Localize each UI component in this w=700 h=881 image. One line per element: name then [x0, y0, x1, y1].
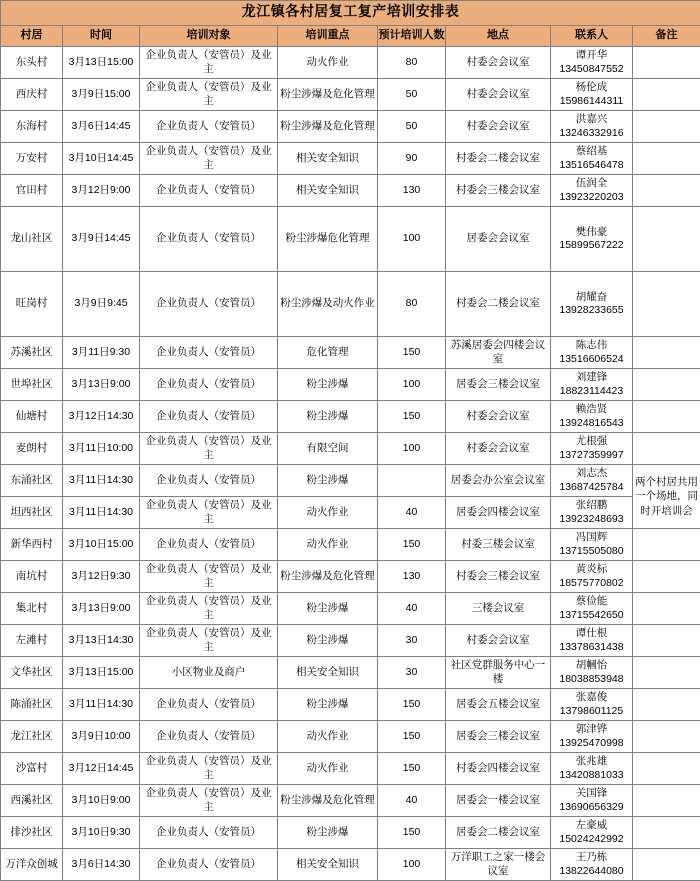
cell-time: 3月13日9:00 — [63, 369, 140, 401]
column-header-audience: 培训对象 — [140, 26, 278, 47]
cell-audience: 企业负责人（安管员） — [140, 849, 278, 881]
cell-time: 3月11日14:30 — [63, 497, 140, 529]
table-row — [1, 207, 700, 272]
cell-time: 3月11日14:30 — [63, 465, 140, 497]
cell-place: 居委会五楼会议室 — [446, 689, 551, 721]
contact-phone: 13246332916 — [553, 127, 630, 140]
cell-village: 集北村 — [1, 593, 63, 625]
cell-note — [633, 79, 700, 111]
cell-place: 村委会会议室 — [446, 79, 551, 111]
contact-phone: 13715505080 — [553, 545, 630, 558]
cell-count: 30 — [378, 657, 446, 689]
cell-place: 村委会会议室 — [446, 401, 551, 433]
cell-contact — [551, 272, 633, 337]
cell-place: 居委会一楼会议室 — [446, 785, 551, 817]
contact-name: 张绍鹏 — [553, 499, 630, 512]
cell-time: 3月13日15:00 — [63, 657, 140, 689]
cell-contact — [551, 721, 633, 753]
contact-name: 洪嘉兴 — [553, 113, 630, 126]
table-row — [1, 337, 700, 369]
table-row — [1, 433, 700, 465]
cell-place: 村委会会议室 — [446, 111, 551, 143]
cell-audience: 企业负责人（安管员）及业主 — [140, 625, 278, 657]
contact-name: 刘志杰 — [553, 467, 630, 480]
cell-place: 居委会二楼会议室 — [446, 817, 551, 849]
cell-note — [633, 625, 700, 657]
contact-phone: 13516546478 — [553, 159, 630, 172]
cell-focus: 相关安全知识 — [278, 849, 378, 881]
cell-village: 旺岗村 — [1, 272, 63, 337]
cell-village: 南坑村 — [1, 561, 63, 593]
cell-count: 100 — [378, 849, 446, 881]
column-header-focus: 培训重点 — [278, 26, 378, 47]
cell-time: 3月9日14:45 — [63, 207, 140, 272]
cell-place: 三楼会议室 — [446, 593, 551, 625]
table-row — [1, 817, 700, 849]
contact-name: 伍润全 — [553, 177, 630, 190]
cell-village: 万洋众创城 — [1, 849, 63, 881]
contact-phone: 13450847552 — [553, 63, 630, 76]
cell-focus: 粉尘涉爆及危化管理 — [278, 561, 378, 593]
cell-audience: 企业负责人（安管员）及业主 — [140, 433, 278, 465]
contact-phone: 13687425784 — [553, 481, 630, 494]
contact-phone: 13798601125 — [553, 705, 630, 718]
cell-contact — [551, 143, 633, 175]
table-row — [1, 657, 700, 689]
cell-village: 新华西村 — [1, 529, 63, 561]
cell-audience: 企业负责人（安管员）及业主 — [140, 785, 278, 817]
cell-note — [633, 849, 700, 881]
cell-place: 居委会三楼会议室 — [446, 369, 551, 401]
cell-audience: 企业负责人（安管员）及业主 — [140, 47, 278, 79]
cell-place: 村委会四楼会议室 — [446, 753, 551, 785]
contact-name: 蔡绍基 — [553, 145, 630, 158]
cell-time: 3月11日10:00 — [63, 433, 140, 465]
cell-audience: 企业负责人（安管员） — [140, 175, 278, 207]
column-header-time: 时间 — [63, 26, 140, 47]
cell-count — [378, 465, 446, 497]
cell-village: 左滩村 — [1, 625, 63, 657]
cell-note — [633, 817, 700, 849]
cell-village: 万安村 — [1, 143, 63, 175]
cell-audience: 企业负责人（安管员）及业主 — [140, 561, 278, 593]
cell-count: 150 — [378, 337, 446, 369]
cell-village: 陈涌社区 — [1, 689, 63, 721]
cell-contact — [551, 817, 633, 849]
cell-place: 村委会会议室 — [446, 433, 551, 465]
cell-contact — [551, 337, 633, 369]
table-row — [1, 593, 700, 625]
cell-audience: 企业负责人（安管员）及业主 — [140, 497, 278, 529]
table-row — [1, 753, 700, 785]
cell-time: 3月9日10:00 — [63, 721, 140, 753]
contact-name: 胡耀奋 — [553, 291, 630, 304]
cell-contact — [551, 401, 633, 433]
cell-village: 文华社区 — [1, 657, 63, 689]
cell-count: 150 — [378, 817, 446, 849]
cell-count: 40 — [378, 497, 446, 529]
cell-note — [633, 111, 700, 143]
table-row — [1, 561, 700, 593]
cell-contact — [551, 753, 633, 785]
cell-contact — [551, 497, 633, 529]
contact-phone: 15899567222 — [553, 239, 630, 252]
title-row — [1, 1, 700, 26]
cell-time: 3月6日14:45 — [63, 111, 140, 143]
cell-time: 3月9日9:45 — [63, 272, 140, 337]
cell-count: 40 — [378, 785, 446, 817]
cell-focus: 动火作业 — [278, 529, 378, 561]
contact-phone: 13925470998 — [553, 737, 630, 750]
cell-audience: 小区物业及商户 — [140, 657, 278, 689]
table-row — [1, 849, 700, 881]
cell-time: 3月9日15:00 — [63, 79, 140, 111]
contact-phone: 13715542650 — [553, 609, 630, 622]
cell-focus: 粉尘涉爆及动火作业 — [278, 272, 378, 337]
table-row — [1, 465, 700, 497]
cell-contact — [551, 593, 633, 625]
cell-count: 150 — [378, 689, 446, 721]
cell-audience: 企业负责人（安管员） — [140, 465, 278, 497]
cell-contact — [551, 207, 633, 272]
table-row — [1, 143, 700, 175]
contact-phone: 15986144311 — [553, 95, 630, 108]
cell-place: 村委会二楼会议室 — [446, 272, 551, 337]
cell-audience: 企业负责人（安管员） — [140, 817, 278, 849]
contact-phone: 13378631438 — [553, 641, 630, 654]
contact-name: 谭开华 — [553, 49, 630, 62]
contact-name: 赖浩贤 — [553, 403, 630, 416]
cell-place: 村委会三楼会议室 — [446, 175, 551, 207]
contact-name: 蔡俭能 — [553, 595, 630, 608]
note-text: 两个村居共用一个场地，同时开培训会 — [635, 475, 698, 518]
cell-note — [633, 753, 700, 785]
cell-count: 90 — [378, 143, 446, 175]
cell-place: 社区党群服务中心一楼 — [446, 657, 551, 689]
cell-audience: 企业负责人（安管员）及业主 — [140, 79, 278, 111]
column-header-count: 预计培训人数 — [378, 26, 446, 47]
cell-place: 居委会四楼会议室 — [446, 497, 551, 529]
contact-phone: 15024242992 — [553, 833, 630, 846]
cell-time: 3月13日9:00 — [63, 593, 140, 625]
cell-focus: 粉尘涉爆 — [278, 401, 378, 433]
contact-name: 冯国辉 — [553, 531, 630, 544]
cell-count: 130 — [378, 175, 446, 207]
cell-village: 东涌社区 — [1, 465, 63, 497]
cell-note — [633, 47, 700, 79]
cell-time: 3月12日14:30 — [63, 401, 140, 433]
cell-contact — [551, 657, 633, 689]
cell-focus: 动火作业 — [278, 497, 378, 529]
cell-count: 80 — [378, 47, 446, 79]
cell-place: 村委会二楼会议室 — [446, 143, 551, 175]
cell-audience: 企业负责人（安管员） — [140, 337, 278, 369]
cell-count: 100 — [378, 433, 446, 465]
cell-place: 村委三楼会议室 — [446, 529, 551, 561]
page-title: 龙江镇各村居复工复产培训安排表 — [1, 1, 700, 26]
cell-audience: 企业负责人（安管员） — [140, 207, 278, 272]
cell-audience: 企业负责人（安管员）及业主 — [140, 753, 278, 785]
cell-focus: 粉尘涉爆 — [278, 817, 378, 849]
cell-focus: 危化管理 — [278, 337, 378, 369]
contact-name: 尤根强 — [553, 435, 630, 448]
contact-phone: 13923248693 — [553, 513, 630, 526]
cell-village: 龙江社区 — [1, 721, 63, 753]
contact-name: 张兆雄 — [553, 755, 630, 768]
contact-name: 黄炎标 — [553, 563, 630, 576]
table-row — [1, 721, 700, 753]
cell-note — [633, 561, 700, 593]
cell-contact — [551, 111, 633, 143]
contact-name: 樊伟豪 — [553, 226, 630, 239]
cell-count: 50 — [378, 79, 446, 111]
table-row — [1, 369, 700, 401]
cell-village: 沙富村 — [1, 753, 63, 785]
column-header-note: 备注 — [633, 26, 700, 47]
cell-place: 居委会办公室会议室 — [446, 465, 551, 497]
cell-focus: 动火作业 — [278, 753, 378, 785]
table-row — [1, 47, 700, 79]
contact-phone: 18575770802 — [553, 577, 630, 590]
cell-focus: 粉尘涉爆及危化管理 — [278, 785, 378, 817]
contact-phone: 13924816543 — [553, 417, 630, 430]
cell-village: 龙山社区 — [1, 207, 63, 272]
cell-note — [633, 689, 700, 721]
table-row — [1, 689, 700, 721]
table-row — [1, 79, 700, 111]
cell-note — [633, 175, 700, 207]
cell-time: 3月11日14:30 — [63, 689, 140, 721]
cell-place: 居委会会议室 — [446, 207, 551, 272]
cell-contact — [551, 433, 633, 465]
cell-audience: 企业负责人（安管员） — [140, 369, 278, 401]
cell-place: 村委会会议室 — [446, 47, 551, 79]
table-row — [1, 497, 700, 529]
cell-time: 3月10日9:00 — [63, 785, 140, 817]
cell-focus: 粉尘涉爆 — [278, 369, 378, 401]
cell-note — [633, 529, 700, 561]
cell-place: 万洋职工之家一楼会议室 — [446, 849, 551, 881]
cell-contact — [551, 849, 633, 881]
contact-phone: 13516606524 — [553, 353, 630, 366]
cell-village: 麦朗村 — [1, 433, 63, 465]
cell-time: 3月12日9:00 — [63, 175, 140, 207]
cell-note — [633, 465, 700, 529]
cell-place: 居委会三楼会议室 — [446, 721, 551, 753]
table-row — [1, 175, 700, 207]
cell-village: 坦西社区 — [1, 497, 63, 529]
table-row — [1, 401, 700, 433]
contact-name: 刘建锋 — [553, 371, 630, 384]
cell-contact — [551, 529, 633, 561]
table-row — [1, 272, 700, 337]
cell-place: 村委会三楼会议室 — [446, 561, 551, 593]
cell-note — [633, 593, 700, 625]
cell-village: 西溪社区 — [1, 785, 63, 817]
table-row — [1, 625, 700, 657]
cell-count: 40 — [378, 593, 446, 625]
column-header-village: 村居 — [1, 26, 63, 47]
cell-focus: 粉尘涉爆 — [278, 689, 378, 721]
cell-village: 西庆村 — [1, 79, 63, 111]
cell-contact — [551, 689, 633, 721]
contact-name: 陈志伟 — [553, 339, 630, 352]
cell-time: 3月11日9:30 — [63, 337, 140, 369]
cell-time: 3月13日15:00 — [63, 47, 140, 79]
cell-contact — [551, 47, 633, 79]
cell-time: 3月12日9:30 — [63, 561, 140, 593]
table-row — [1, 111, 700, 143]
contact-name: 郭津铧 — [553, 723, 630, 736]
contact-phone: 18038853948 — [553, 673, 630, 686]
cell-contact — [551, 79, 633, 111]
cell-note — [633, 337, 700, 369]
cell-count: 100 — [378, 369, 446, 401]
table-body — [1, 47, 700, 881]
table-row — [1, 529, 700, 561]
cell-village: 东头村 — [1, 47, 63, 79]
cell-focus: 粉尘涉爆及危化管理 — [278, 111, 378, 143]
contact-name: 谭仕根 — [553, 627, 630, 640]
cell-note — [633, 369, 700, 401]
contact-name: 关国锋 — [553, 787, 630, 800]
table-row — [1, 785, 700, 817]
cell-time: 3月12日14:45 — [63, 753, 140, 785]
cell-note — [633, 433, 700, 465]
cell-focus: 相关安全知识 — [278, 143, 378, 175]
cell-focus: 粉尘涉爆及危化管理 — [278, 79, 378, 111]
cell-contact — [551, 561, 633, 593]
cell-count: 150 — [378, 529, 446, 561]
cell-time: 3月10日14:45 — [63, 143, 140, 175]
cell-focus: 粉尘涉爆 — [278, 465, 378, 497]
cell-note — [633, 143, 700, 175]
column-header-contact: 联系人 — [551, 26, 633, 47]
cell-count: 100 — [378, 207, 446, 272]
contact-name: 张嘉俊 — [553, 691, 630, 704]
column-header-place: 地点 — [446, 26, 551, 47]
cell-count: 130 — [378, 561, 446, 593]
cell-count: 80 — [378, 272, 446, 337]
cell-note — [633, 401, 700, 433]
contact-phone: 13690656329 — [553, 801, 630, 814]
cell-count: 150 — [378, 753, 446, 785]
cell-contact — [551, 465, 633, 497]
cell-village: 苏溪社区 — [1, 337, 63, 369]
cell-focus: 有限空间 — [278, 433, 378, 465]
contact-phone: 18823114423 — [553, 385, 630, 398]
cell-focus: 粉尘涉爆 — [278, 625, 378, 657]
cell-village: 官田村 — [1, 175, 63, 207]
column-header-row — [1, 26, 700, 47]
cell-audience: 企业负责人（安管员） — [140, 272, 278, 337]
cell-focus: 相关安全知识 — [278, 175, 378, 207]
cell-audience: 企业负责人（安管员） — [140, 529, 278, 561]
cell-contact — [551, 625, 633, 657]
cell-note — [633, 272, 700, 337]
cell-audience: 企业负责人（安管员） — [140, 689, 278, 721]
contact-phone: 13822644080 — [553, 865, 630, 878]
cell-focus: 粉尘涉爆 — [278, 593, 378, 625]
cell-audience: 企业负责人（安管员） — [140, 111, 278, 143]
cell-focus: 相关安全知识 — [278, 657, 378, 689]
cell-note — [633, 207, 700, 272]
contact-name: 杨伦成 — [553, 81, 630, 94]
cell-contact — [551, 175, 633, 207]
cell-time: 3月6日14:30 — [63, 849, 140, 881]
contact-phone: 13420881033 — [553, 769, 630, 782]
contact-name: 左豪威 — [553, 819, 630, 832]
cell-place: 苏溪居委会四楼会议室 — [446, 337, 551, 369]
cell-count: 50 — [378, 111, 446, 143]
contact-name: 王乃栋 — [553, 851, 630, 864]
cell-audience: 企业负责人（安管员）及业主 — [140, 593, 278, 625]
cell-contact — [551, 785, 633, 817]
cell-time: 3月13日14:30 — [63, 625, 140, 657]
contact-name: 胡幗怡 — [553, 659, 630, 672]
cell-note — [633, 657, 700, 689]
cell-village: 东海村 — [1, 111, 63, 143]
cell-count: 150 — [378, 721, 446, 753]
contact-phone: 13923220203 — [553, 191, 630, 204]
cell-place: 村委会会议室 — [446, 625, 551, 657]
cell-audience: 企业负责人（安管员） — [140, 721, 278, 753]
cell-audience: 企业负责人（安管员） — [140, 401, 278, 433]
cell-audience: 企业负责人（安管员）及业主 — [140, 143, 278, 175]
cell-time: 3月10日9:30 — [63, 817, 140, 849]
cell-note — [633, 785, 700, 817]
cell-count: 30 — [378, 625, 446, 657]
cell-village: 排沙社区 — [1, 817, 63, 849]
cell-time: 3月10日15:00 — [63, 529, 140, 561]
cell-village: 仙塘村 — [1, 401, 63, 433]
cell-focus: 粉尘涉爆危化管理 — [278, 207, 378, 272]
cell-contact — [551, 369, 633, 401]
cell-focus: 动火作业 — [278, 721, 378, 753]
cell-note — [633, 721, 700, 753]
cell-village: 世埠社区 — [1, 369, 63, 401]
contact-phone: 13727359997 — [553, 449, 630, 462]
cell-focus: 动火作业 — [278, 47, 378, 79]
table-header — [1, 1, 700, 47]
cell-count: 150 — [378, 401, 446, 433]
contact-phone: 13928233655 — [553, 304, 630, 317]
